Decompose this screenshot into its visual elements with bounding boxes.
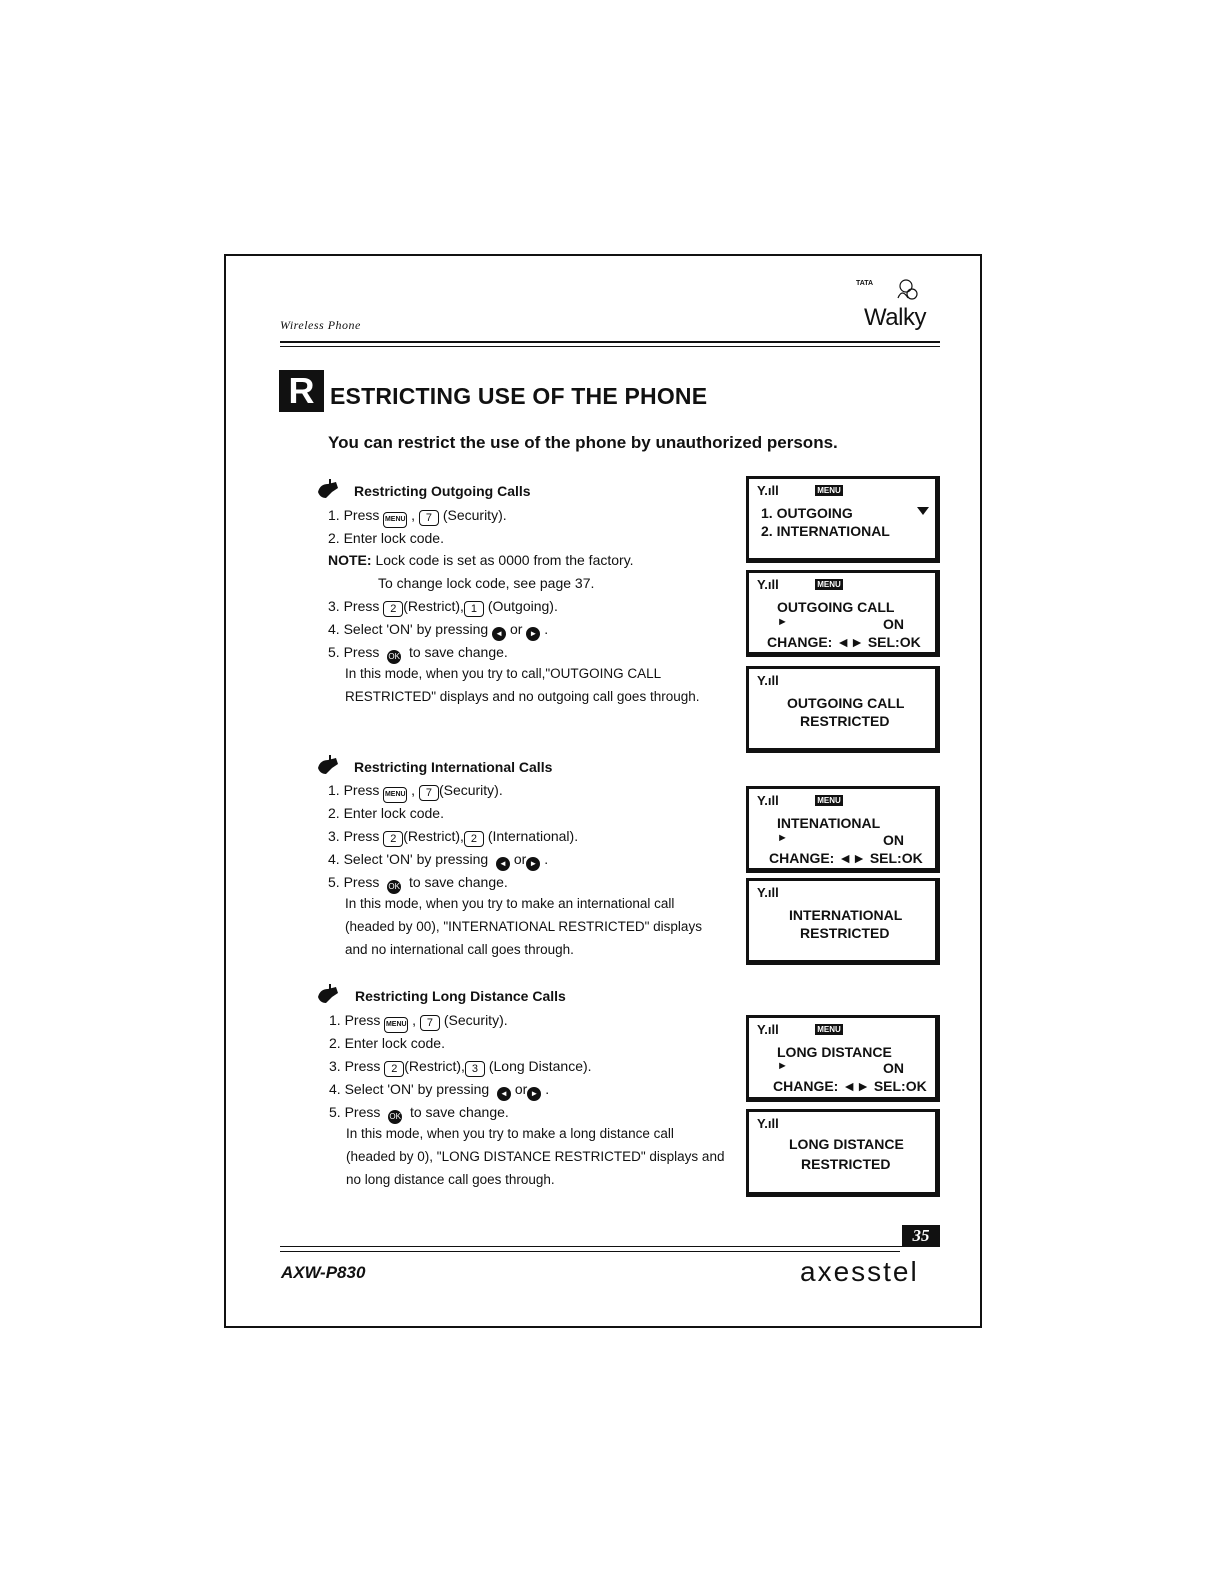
lcd-line: CHANGE: ◄► SEL:OK (769, 850, 923, 866)
international-step-5: 5. Press OK to save change. (328, 874, 508, 894)
scroll-down-icon (917, 507, 929, 515)
international-step-4: 4. Select 'ON' by pressing ◄ or ► . (328, 851, 548, 871)
page-title: ESTRICTING USE OF THE PHONE (330, 383, 708, 409)
lcd-line: 1. OUTGOING (761, 505, 853, 521)
left-nav-icon: ◄ (496, 857, 510, 871)
long-distance-step-5: 5. Press OK to save change. (329, 1104, 509, 1124)
lcd-line: RESTRICTED (800, 925, 890, 941)
title-initial: R (279, 370, 324, 412)
left-nav-icon: ◄ (497, 1087, 511, 1101)
international-step-2: 2. Enter lock code. (328, 805, 444, 821)
lcd-screen-outgoing-setting (746, 570, 940, 657)
ok-key-icon: OK (388, 1110, 402, 1124)
selection-arrow-icon: ► (777, 616, 788, 628)
key-1-icon: 1 (464, 601, 484, 617)
menu-indicator: MENU (815, 579, 843, 590)
section-heading-international: Restricting International Calls (354, 759, 553, 775)
signal-icon: Y.ıll (757, 577, 779, 592)
lcd-screen-long-distance-restricted (746, 1109, 940, 1197)
selection-arrow-icon: ► (777, 1060, 788, 1072)
right-nav-icon: ► (526, 627, 540, 641)
page-number: 35 (902, 1225, 940, 1247)
outgoing-step-2: 2. Enter lock code. (328, 530, 444, 546)
outgoing-step-4: 4. Select 'ON' by pressing ◄ or ► . (328, 621, 548, 641)
long-distance-step-4: 4. Select 'ON' by pressing ◄ or ► . (329, 1081, 549, 1101)
outgoing-step-5: 5. Press OK to save change. (328, 644, 508, 664)
lcd-value: ON (883, 832, 904, 848)
note-line-2: To change lock code, see page 37. (378, 575, 595, 591)
key-7-icon: 7 (420, 1015, 440, 1031)
right-nav-icon: ► (527, 1087, 541, 1101)
ok-key-icon: OK (387, 650, 401, 664)
footer-rule (280, 1246, 940, 1247)
section-heading-outgoing: Restricting Outgoing Calls (354, 483, 531, 499)
phone-handset-icon (316, 983, 340, 1005)
key-7-icon: 7 (419, 785, 439, 801)
long-distance-description: In this mode, when you try to make a long distance call (headed by 0), "LONG DISTANCE RESTRICTED" displays and no long distance call goes through. (346, 1126, 725, 1187)
lcd-line: RESTRICTED (801, 1156, 891, 1172)
ok-key-icon: OK (387, 880, 401, 894)
model-number: AXW-P830 (281, 1263, 366, 1282)
menu-indicator: MENU (815, 1024, 843, 1035)
international-step-3: 3. Press 2 (Restrict), 2 (International). (328, 828, 579, 845)
note-line: NOTE: Lock code is set as 0000 from the factory. (328, 552, 634, 568)
outgoing-step-1: 1. Press MENU , 7 (Security). (328, 507, 507, 528)
lcd-line: LONG DISTANCE (789, 1136, 904, 1152)
signal-icon: Y.ıll (757, 673, 779, 688)
lcd-line: CHANGE: ◄► SEL:OK (767, 634, 921, 650)
international-description: In this mode, when you try to make an international call (headed by 00), "INTERNATIONAL RESTRICTED" displays and no international call goes through. (345, 896, 702, 957)
key-2-icon: 2 (383, 831, 403, 847)
right-nav-icon: ► (526, 857, 540, 871)
lcd-line: CHANGE: ◄► SEL:OK (773, 1078, 927, 1094)
menu-indicator: MENU (815, 795, 843, 806)
phone-handset-icon (316, 754, 340, 776)
lcd-value: ON (883, 1060, 904, 1076)
walky-logo (842, 278, 942, 336)
long-distance-step-3: 3. Press 2 (Restrict), 3 (Long Distance). (329, 1058, 592, 1075)
key-7-icon: 7 (419, 510, 439, 526)
key-3-icon: 3 (465, 1061, 485, 1077)
lcd-line: OUTGOING CALL (777, 599, 895, 615)
lcd-line: LONG DISTANCE (777, 1044, 892, 1060)
outgoing-step-3: 3. Press 2 (Restrict), 1 (Outgoing). (328, 598, 558, 615)
key-2-icon: 2 (383, 601, 403, 617)
lcd-value: ON (883, 616, 904, 632)
signal-icon: Y.ıll (757, 793, 779, 808)
long-distance-step-2: 2. Enter lock code. (329, 1035, 445, 1051)
lcd-line: RESTRICTED (800, 713, 890, 729)
lcd-line: INTENATIONAL (777, 815, 881, 831)
key-2-icon: 2 (384, 1061, 404, 1077)
outgoing-description: In this mode, when you try to call,"OUTGOING CALL RESTRICTED" displays and no outgoing call goes through. (345, 666, 700, 704)
lcd-screen-international-restricted (746, 878, 940, 965)
brand-logo: axesstel (800, 1256, 919, 1287)
left-nav-icon: ◄ (492, 627, 506, 641)
key-2-icon: 2 (464, 831, 484, 847)
signal-icon: Y.ıll (757, 1022, 779, 1037)
signal-icon: Y.ıll (757, 885, 779, 900)
logo-walky-text: Walky (864, 304, 926, 331)
menu-key-icon: MENU (383, 787, 407, 803)
lcd-screen-international-setting (746, 786, 940, 873)
lcd-line: INTERNATIONAL (789, 907, 903, 923)
header-left-text: Wireless Phone (280, 318, 361, 332)
lcd-screen-outgoing-restricted (746, 666, 940, 753)
logo-tata-text: TATA (856, 280, 874, 287)
long-distance-step-1: 1. Press MENU , 7 (Security). (329, 1012, 508, 1033)
menu-key-icon: MENU (384, 1017, 408, 1033)
header-rule (280, 341, 940, 343)
signal-icon: Y.ıll (757, 483, 779, 498)
lcd-screen-long-distance-setting (746, 1015, 940, 1102)
header-rule-thin (280, 346, 940, 347)
section-heading-long-distance: Restricting Long Distance Calls (355, 988, 566, 1004)
selection-arrow-icon: ► (777, 832, 788, 844)
signal-icon: Y.ıll (757, 1116, 779, 1131)
intro-text: You can restrict the use of the phone by unauthorized persons. (328, 433, 838, 452)
lcd-line: 2. INTERNATIONAL (761, 523, 890, 539)
international-step-1: 1. Press MENU , 7 (Security). (328, 782, 503, 803)
lcd-screen-menu (746, 476, 940, 563)
footer-rule-thin (280, 1251, 900, 1252)
menu-key-icon: MENU (383, 512, 407, 528)
lcd-line: OUTGOING CALL (787, 695, 905, 711)
menu-indicator: MENU (815, 485, 843, 496)
phone-handset-icon (316, 478, 340, 500)
